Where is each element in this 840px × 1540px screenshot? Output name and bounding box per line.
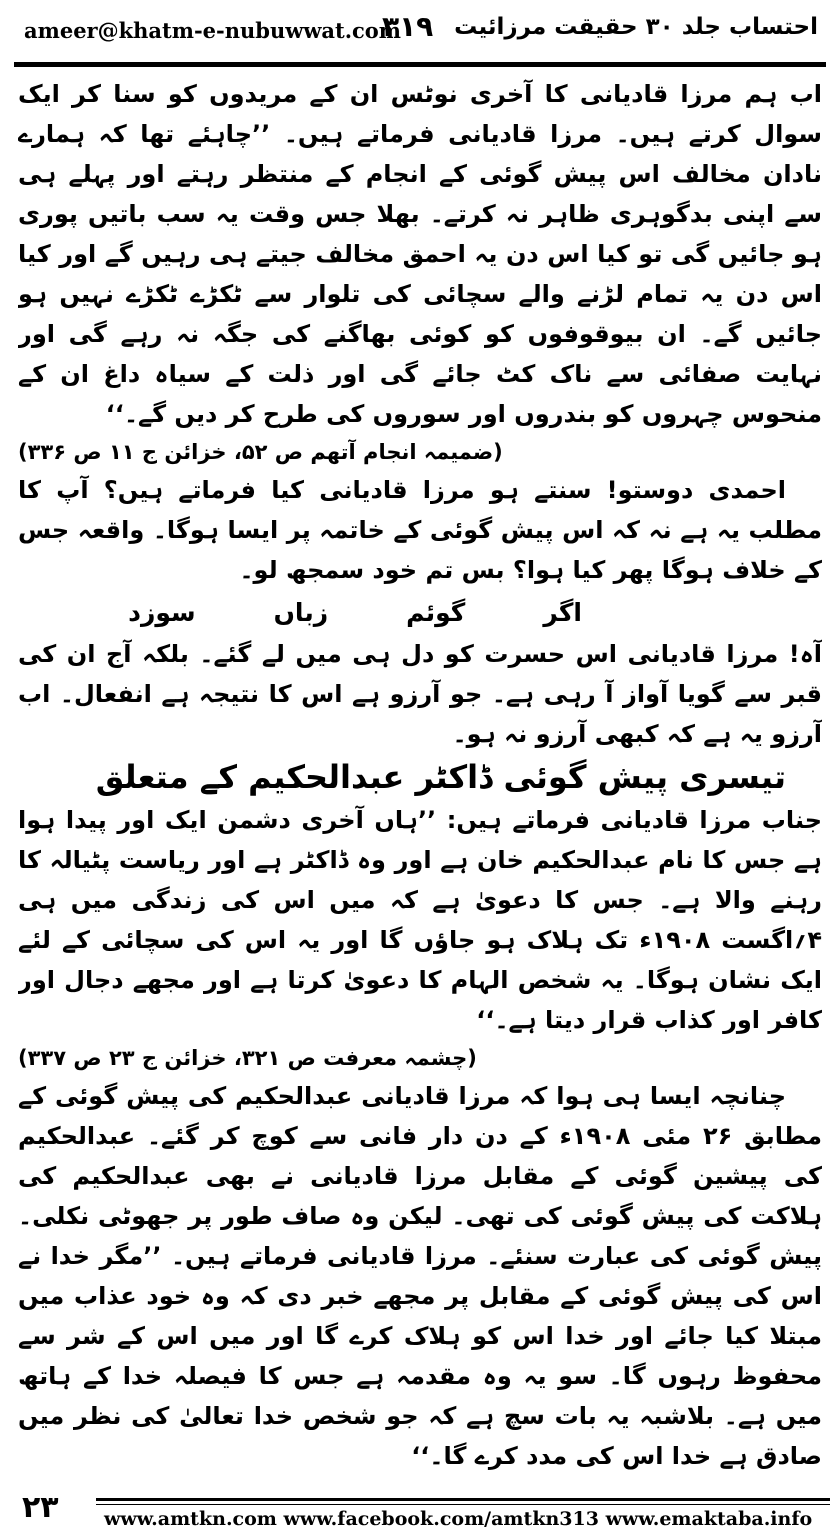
citation-3 [18, 1476, 822, 1478]
section-heading: تیسری پیش گوئی ڈاکٹر عبدالحکیم کے متعلق [95, 758, 786, 796]
paragraph-1: اب ہم مرزا قادیانی کا آخری نوٹس ان کے مریدوں کو سنا کر ایک سوال کرتے ہیں۔ مرزا قادیانی فرماتے ہیں۔ ’’چاہئے تھا کہ ہمارے نادان مخالف اس پیش گوئی کے انجام کے منتظر رہتے اور پہلے ہی سے اپنی بدگوہری ظاہر نہ کرتے۔ بھلا جس وقت یہ سب باتیں پوری ہو جائیں گی تو کیا اس دن یہ احمق مخالف جیتے ہی رہیں گے اور کیا اس دن یہ تمام لڑنے والے سچائی کی تلوار سے ٹکڑے ٹکڑے نہیں ہو جائیں گے۔ ان بیوقوفوں کو کوئی بھاگنے کی جگہ نہ رہے گی اور نہایت صفائی سے ناک کٹ جائے گی اور ذلت کے سیاہ داغ ان کے منحوس چہروں کو بندروں اور سوروں کی طرح کر دیں گے۔‘‘ [18, 80, 822, 428]
page-footer [0, 1488, 840, 1540]
header-page-number: ۳۱۹ [382, 10, 434, 43]
verse-word-2: گوئم [406, 597, 466, 627]
footer-links: www.amtkn.com www.facebook.com/amtkn313 www.emaktaba.info [104, 1508, 813, 1530]
paragraph-5: چنانچہ ایسا ہی ہوا کہ مرزا قادیانی عبدالحکیم کی پیش گوئی کے مطابق ۲۶ مئی ۱۹۰۸ء کے دن دار فانی سے کوچ کر گئے۔ عبدالحکیم کی پیشین گوئی کے مقابل مرزا قادیانی نے بھی عبدالحکیم کی ہلاکت کی پیش گوئی کی تھی۔ لیکن وہ صاف طور پر جھوٹی نکلی۔ پیش گوئی کی عبارت سنئے۔ مرزا قادیانی فرماتے ہیں۔ ’’مگر خدا نے اس کی پیش گوئی کے مقابل پر مجھے خبر دی کہ وہ خود عذاب میں مبتلا کیا جائے اور خدا اس کو ہلاک کرے گا اور میں اس کے شر سے محفوظ رہوں گا۔ سو یہ وہ مقدمہ ہے جس کا فیصلہ خدا کے ہاتھ میں ہے۔ بلاشبہ یہ بات سچ ہے کہ جو شخص خدا تعالیٰ کی نظر میں صادق ہے خدا اس کی مدد کرے گا۔‘‘ [18, 1082, 822, 1470]
footer-number: ۲۳ [22, 1490, 59, 1525]
verse-line [18, 590, 822, 634]
page-header [0, 0, 840, 58]
verse-word-4: سوزد [128, 597, 196, 627]
page-content [18, 74, 822, 1478]
citation-1: (ضمیمہ انجام آتھم ص ۵۲، خزائن ج ۱۱ ص ۳۳۶) [18, 440, 503, 464]
verse-word-1: اگر [543, 597, 582, 627]
footer-rule [96, 1498, 830, 1501]
footer-rule-thin [96, 1504, 830, 1505]
header-rule [14, 62, 826, 67]
paragraph-4: جناب مرزا قادیانی فرماتے ہیں: ’’ہاں آخری دشمن ایک اور پیدا ہوا ہے جس کا نام عبدالحکیم خان ہے اور وہ ڈاکٹر ہے اور ریاست پٹیالہ کا رہنے والا ہے۔ جس کا دعویٰ ہے کہ میں اس کی زندگی میں ہی ۴؍اگست ۱۹۰۸ء تک ہلاک ہو جاؤں گا اور یہ اس کی سچائی کے لئے ایک نشان ہوگا۔ یہ شخص الہام کا دعویٰ کرتا ہے اور مجھے دجال اور کافر اور کذاب قرار دیتا ہے۔‘‘ [18, 806, 822, 1034]
header-title: احتساب جلد ۳۰ حقیقت مرزائیت [454, 14, 818, 40]
verse-word-3: زباں [273, 597, 329, 627]
header-email: ameer@khatm-e-nubuwwat.com [24, 18, 402, 43]
paragraph-2: احمدی دوستو! سنتے ہو مرزا قادیانی کیا فرماتے ہیں؟ آپ کا مطلب یہ ہے نہ کہ اس پیش گوئی کے خاتمہ پر ایسا ہوگا۔ واقعہ جس کے خلاف ہوگا پھر کیا ہوا؟ بس تم خود سمجھ لو۔ [18, 476, 822, 584]
citation-2: (چشمہ معرفت ص ۳۲۱، خزائن ج ۲۳ ص ۳۳۷) [18, 1046, 477, 1070]
paragraph-3: آہ! مرزا قادیانی اس حسرت کو دل ہی میں لے گئے۔ بلکہ آج ان کی قبر سے گویا آواز آ رہی ہے۔ جو آرزو ہے اس کا نتیجہ ہے انفعال۔ اب آرزو یہ ہے کہ کبھی آرزو نہ ہو۔ [18, 640, 822, 748]
